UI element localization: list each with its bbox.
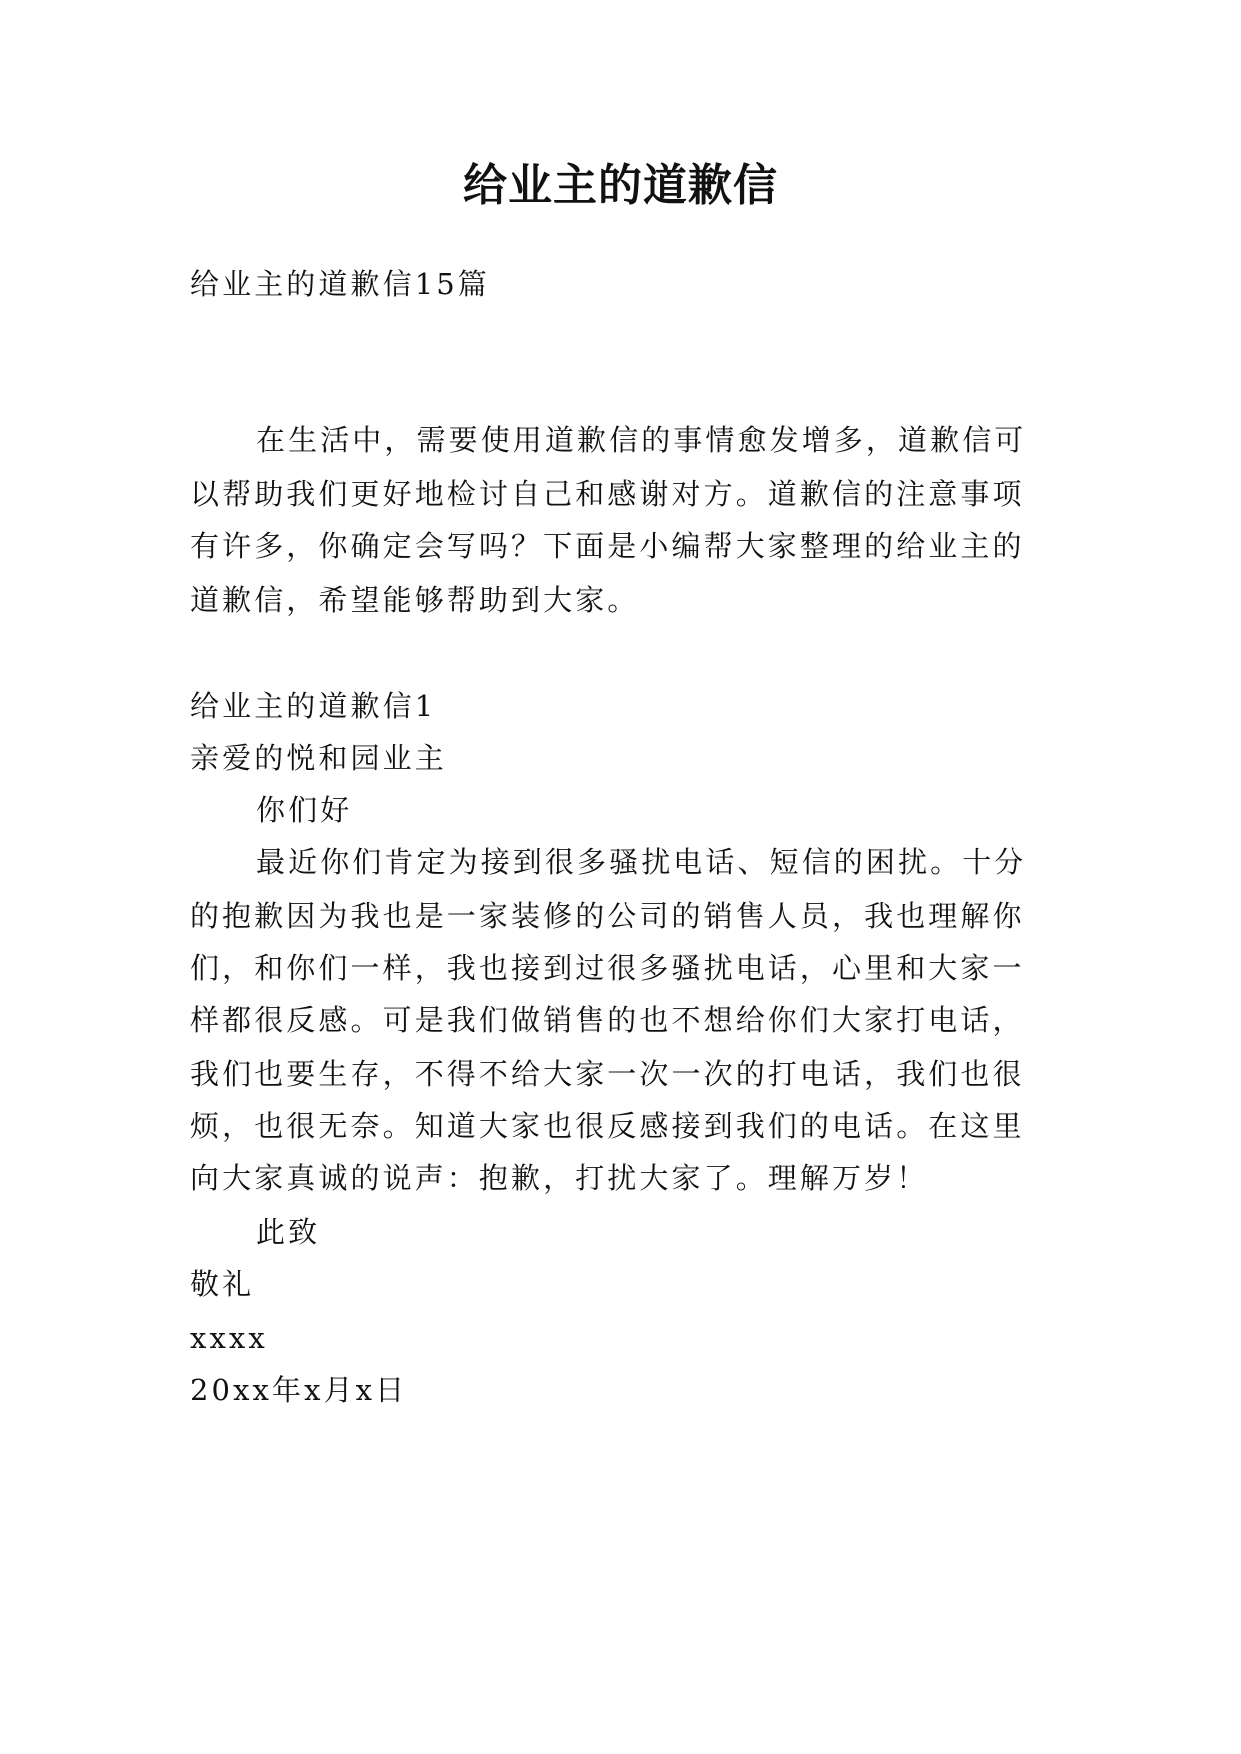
body-line: 的抱歉因为我也是一家装修的公司的销售人员，我也理解你 xyxy=(190,899,1025,933)
closing-salute: 敬礼 xyxy=(190,1267,255,1301)
date: 20xx年x月x日 xyxy=(190,1373,408,1407)
intro-line: 以帮助我们更好地检讨自己和感谢对方。道歉信的注意事项 xyxy=(190,477,1025,511)
intro-line: 有许多，你确定会写吗？下面是小编帮大家整理的给业主的 xyxy=(190,529,1025,563)
body-line: 烦，也很无奈。知道大家也很反感接到我们的电话。在这里 xyxy=(190,1109,1025,1143)
body-line: 们，和你们一样，我也接到过很多骚扰电话，心里和大家一 xyxy=(190,951,1025,985)
document-title: 给业主的道歉信 xyxy=(463,160,778,211)
body-line: 样都很反感。可是我们做销售的也不想给你们大家打电话， xyxy=(190,1003,1025,1037)
intro-line: 道歉信，希望能够帮助到大家。 xyxy=(190,583,640,617)
document-subtitle: 给业主的道歉信15篇 xyxy=(190,267,490,301)
closing-phrase: 此致 xyxy=(256,1215,321,1249)
body-line: 我们也要生存，不得不给大家一次一次的打电话，我们也很 xyxy=(190,1057,1025,1091)
signature: xxxx xyxy=(190,1321,268,1355)
body-line: 向大家真诚的说声：抱歉，打扰大家了。理解万岁！ xyxy=(190,1161,929,1195)
section-heading: 给业主的道歉信1 xyxy=(190,689,437,723)
body-line: 最近你们肯定为接到很多骚扰电话、短信的困扰。十分 xyxy=(256,845,1027,879)
greeting: 你们好 xyxy=(256,793,353,827)
salutation: 亲爱的悦和园业主 xyxy=(190,741,447,775)
intro-line: 在生活中，需要使用道歉信的事情愈发增多，道歉信可 xyxy=(256,423,1027,457)
